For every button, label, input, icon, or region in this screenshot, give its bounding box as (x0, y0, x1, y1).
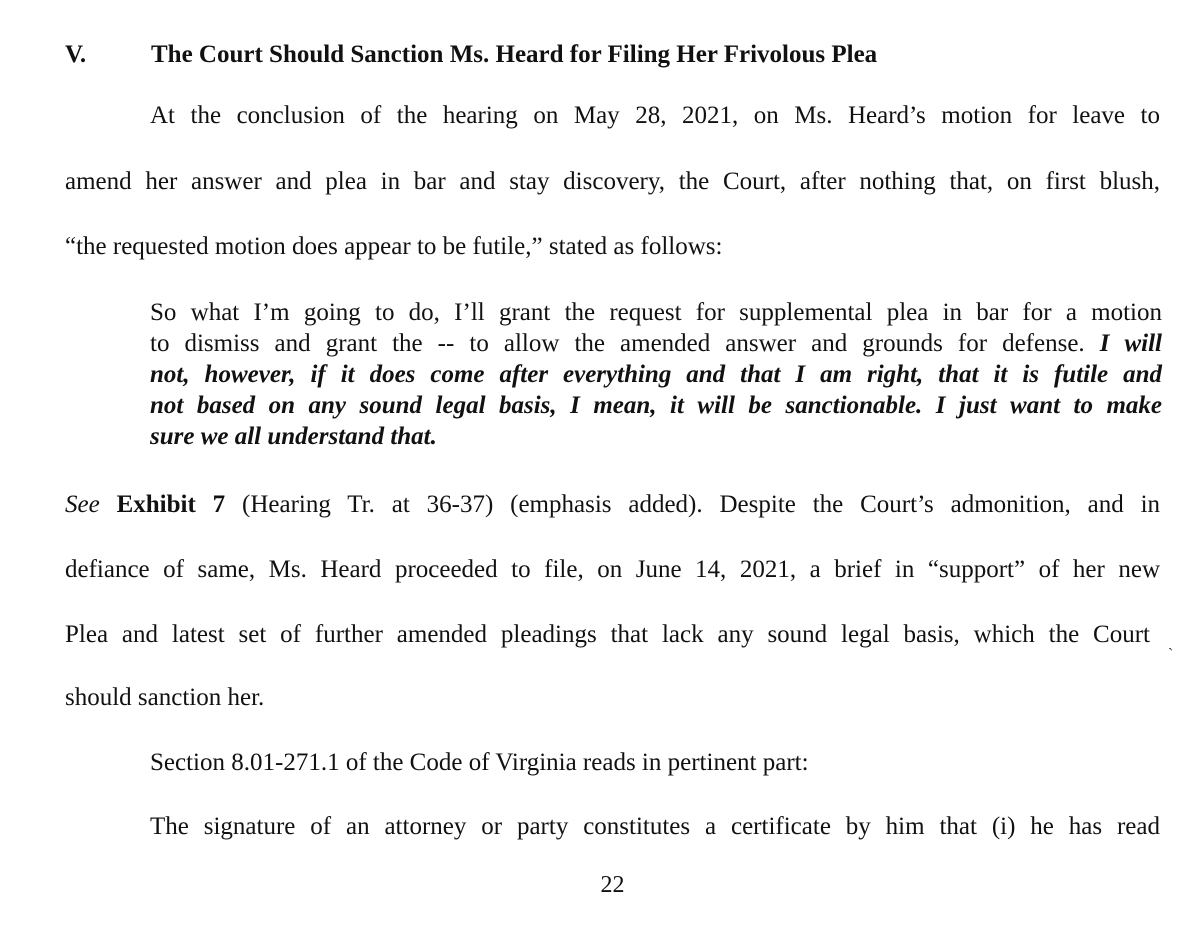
quote-line-3: not, however, if it does come after everything and that I am right, that it is futile and (150, 361, 1162, 388)
quote-line-2 (150, 328, 1162, 359)
exhibit-reference: Exhibit 7 (116, 491, 226, 518)
paragraph-2-line-2: defiance of same, Ms. Heard proceeded to file, on June 14, 2021, a brief in “support” of her new (65, 556, 1160, 583)
paragraph-2-line-1-rest: (Hearing Tr. at 36-37) (emphasis added). Despite the Court’s admonition, and in (242, 491, 1161, 518)
paragraph-1-line-3: “the requested motion does appear to be futile,” stated as follows: (65, 233, 723, 260)
paragraph-2-line-3: Plea and latest set of further amended pleadings that lack any sound legal basis, which the Court (65, 621, 1150, 648)
quote-line-1: So what I’m going to do, I’ll grant the request for supplemental plea in bar for a motion (150, 299, 1162, 326)
quote-line-2-plain: to dismiss and grant the -- to allow the amended answer and grounds for defense. (150, 330, 1085, 357)
section-title: The Court Should Sanction Ms. Heard for Filing Her Frivolous Plea (151, 41, 878, 68)
paragraph-4: The signature of an attorney or party constitutes a certificate by him that (i) he has read (150, 813, 1160, 840)
stray-mark: ˏ (1168, 634, 1174, 651)
block-quote (150, 297, 1162, 452)
quote-line-2-emphasis: I will (1099, 330, 1163, 357)
quote-line-5: sure we all understand that. (150, 423, 437, 450)
quote-line-4: not based on any sound legal basis, I mean, it will be sanctionable. I just want to make (150, 392, 1162, 419)
section-number: V. (65, 41, 87, 68)
paragraph-2-line-4: should sanction her. (65, 684, 265, 711)
see-signal: See (65, 491, 100, 518)
paragraph-1-line-1: At the conclusion of the hearing on May 28, 2021, on Ms. Heard’s motion for leave to (150, 102, 1160, 129)
page-number: 22 (600, 872, 625, 898)
paragraph-2-line-1 (65, 490, 1160, 520)
paragraph-1-line-2: amend her answer and plea in bar and stay discovery, the Court, after nothing that, on first blush, (65, 168, 1160, 195)
paragraph-3: Section 8.01-271.1 of the Code of Virginia reads in pertinent part: (150, 749, 809, 776)
section-heading (65, 40, 877, 70)
